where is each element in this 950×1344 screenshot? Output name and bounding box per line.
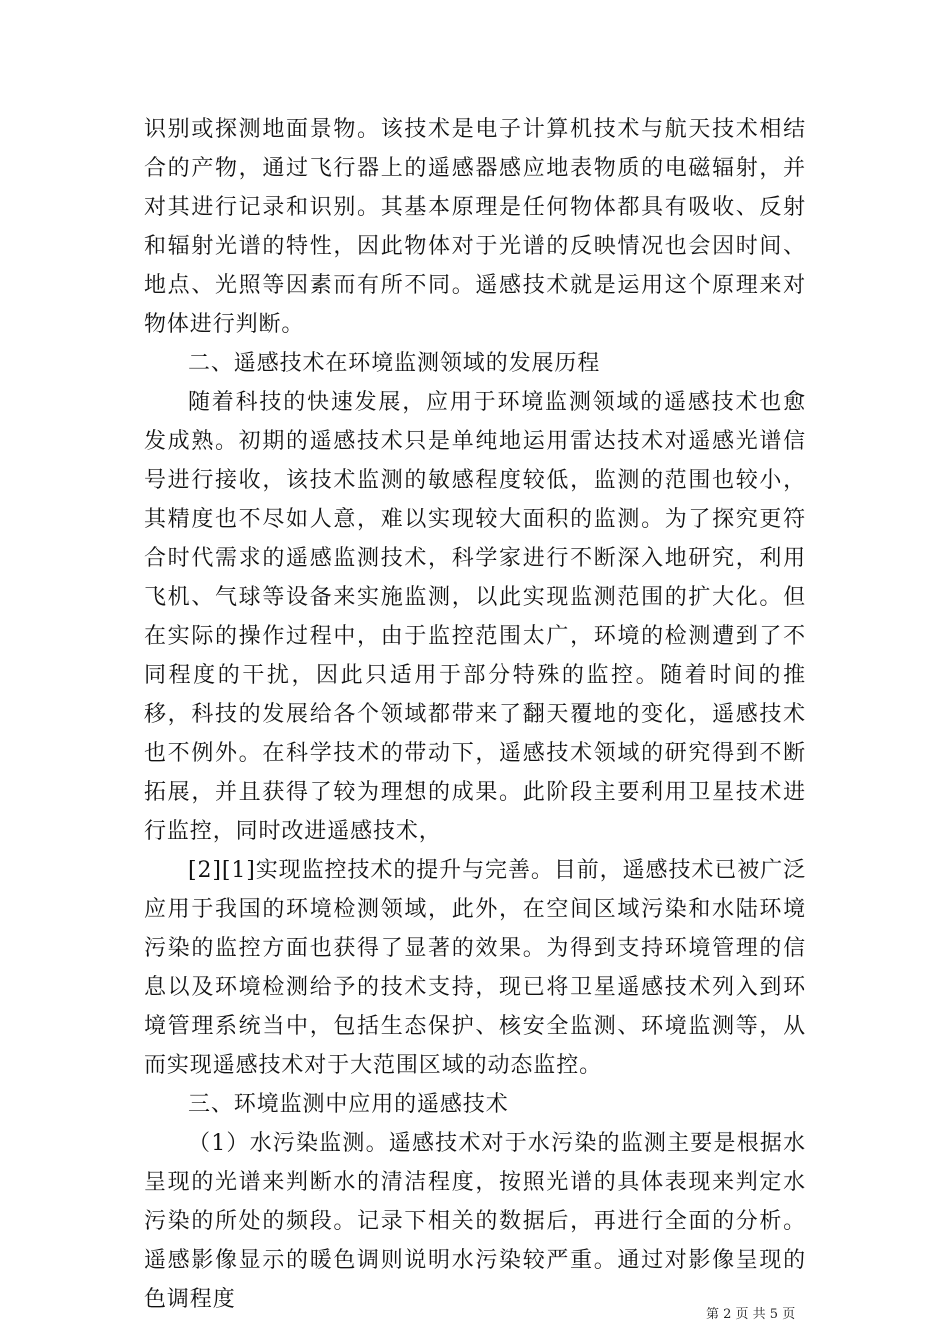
section-heading-3: 三、环境监测中应用的遥感技术: [188, 1092, 509, 1117]
paragraph-2: 随着科技的快速发展，应用于环境监测领域的遥感技术也愈发成熟。初期的遥感技术只是单纯地运用雷达技术对遥感光谱信号进行接收，该技术监测的敏感程度较低，监测的范围也较小，其精度也不尽如人意，难以实现较大面积的监测。为了探究更符合时代需求的遥感监测技术，科学家进行不断深入地研究，利用飞机、气球等设备来实施监测，以此实现监测范围的扩大化。但在实际的操作过程中，由于监控范围太广，环境的检测遭到了不同程度的干扰，因此只适用于部分特殊的监控。随着时间的推移，科技的发展给各个领域都带来了翻天覆地的变化，遥感技术也不例外。在科学技术的带动下，遥感技术领域的研究得到不断拓展，并且获得了较为理想的成果。此阶段主要利用卫星技术进行监控，同时改进遥感技术，: [144, 390, 806, 844]
section-heading-2: 二、遥感技术在环境监测领域的发展历程: [188, 351, 601, 376]
paragraph-4: （1）水污染监测。遥感技术对于水污染的监测主要是根据水呈现的光谱来判断水的清洁程度，按照光谱的具体表现来判定水污染的所处的频段。记录下相关的数据后，再进行全面的分析。遥感影像显示的暖色调则说明水污染较严重。通过对影像呈现的色调程度: [144, 1131, 806, 1312]
paragraph-3: [2][1]实现监控技术的提升与完善。目前，遥感技术已被广泛应用于我国的环境检测领域，此外，在空间区域污染和水陆环境污染的监控方面也获得了显著的效果。为得到支持环境管理的信息以及环境检测给予的技术支持，现已将卫星遥感技术列入到环境管理系统当中，包括生态保护、核安全监测、环境监测等，从而实现遥感技术对于大范围区域的动态监控。: [144, 858, 806, 1078]
paragraph-1: 识别或探测地面景物。该技术是电子计算机技术与航天技术相结合的产物，通过飞行器上的遥感器感应地表物质的电磁辐射，并对其进行记录和识别。其基本原理是任何物体都具有吸收、反射和辐射光谱的特性，因此物体对于光谱的反映情况也会因时间、地点、光照等因素而有所不同。遥感技术就是运用这个原理来对物体进行判断。: [144, 117, 806, 337]
document-body: [144, 110, 806, 1319]
page-number-footer: 第 2 页 共 5 页: [706, 1307, 796, 1322]
